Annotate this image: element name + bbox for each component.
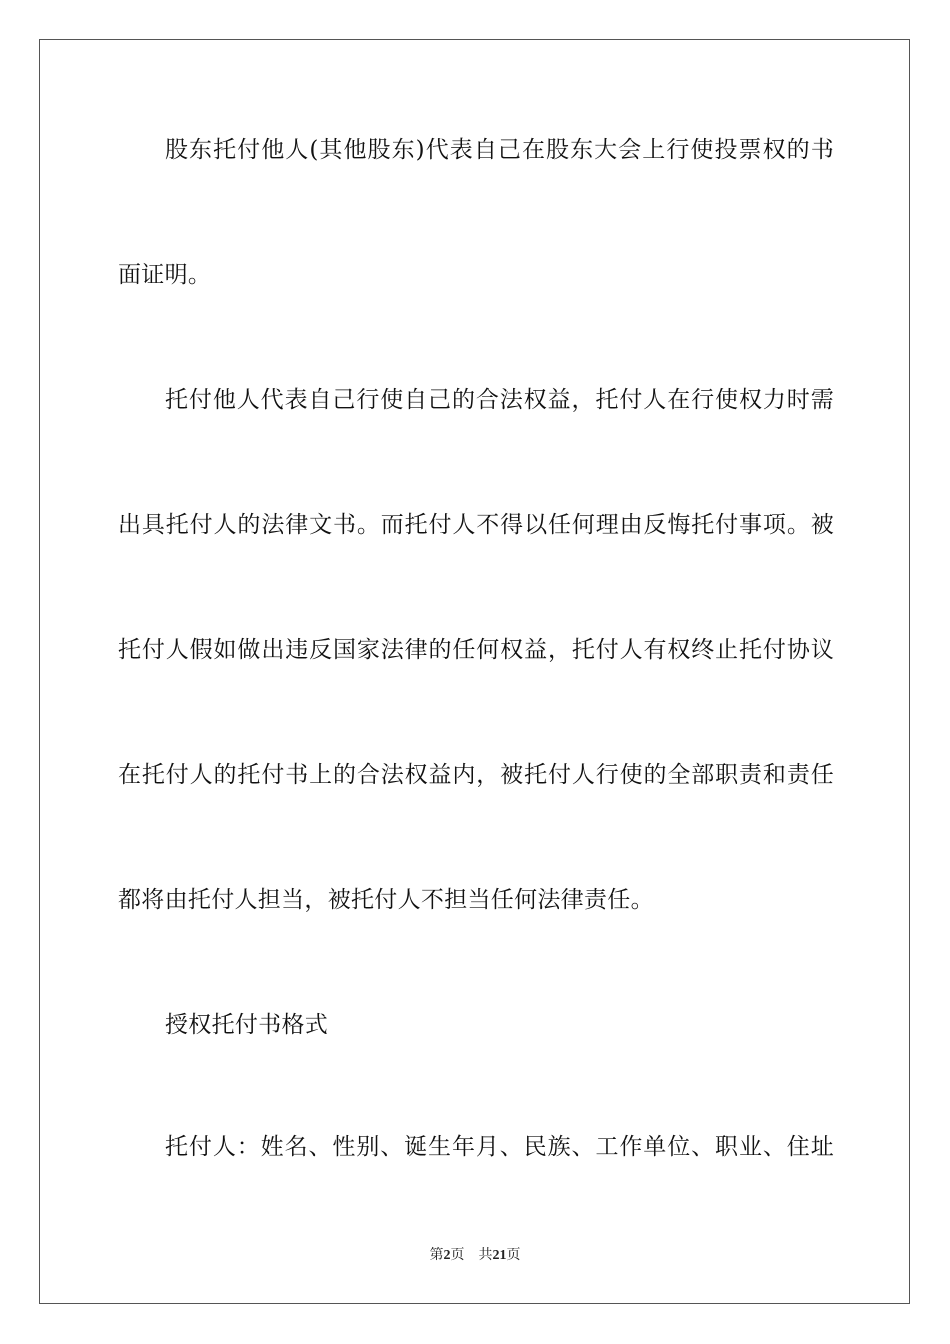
- paragraph-2-line-2: 出具托付人的法律文书。而托付人不得以任何理由反悔托付事项。被: [118, 512, 834, 538]
- paragraph-2-line-5: 都将由托付人担当，被托付人不担当任何法律责任。: [118, 887, 654, 913]
- paragraph-3-line-1: 托付人：姓名、性别、诞生年月、民族、工作单位、职业、住址: [165, 1134, 834, 1160]
- page-suffix: 页: [450, 1248, 465, 1263]
- page-prefix: 第: [429, 1248, 444, 1263]
- total-suffix: 页: [506, 1248, 521, 1263]
- paragraph-2-line-4: 在托付人的托付书上的合法权益内，被托付人行使的全部职责和责任: [118, 762, 834, 788]
- paragraph-1-line-2: 面证明。: [118, 262, 212, 288]
- paragraph-1-line-1: 股东托付他人(其他股东)代表自己在股东大会上行使投票权的书: [165, 137, 834, 163]
- total-pages: 21: [492, 1248, 507, 1263]
- paragraph-2-line-3: 托付人假如做出违反国家法律的任何权益，托付人有权终止托付协议: [118, 637, 834, 663]
- total-prefix: 共: [478, 1248, 493, 1263]
- page-border: [39, 39, 910, 1304]
- page-footer: [0, 1247, 950, 1265]
- section-heading: 授权托付书格式: [165, 1012, 329, 1038]
- page-number: 2: [443, 1248, 451, 1263]
- paragraph-2-line-1: 托付他人代表自己行使自己的合法权益，托付人在行使权力时需: [165, 387, 834, 413]
